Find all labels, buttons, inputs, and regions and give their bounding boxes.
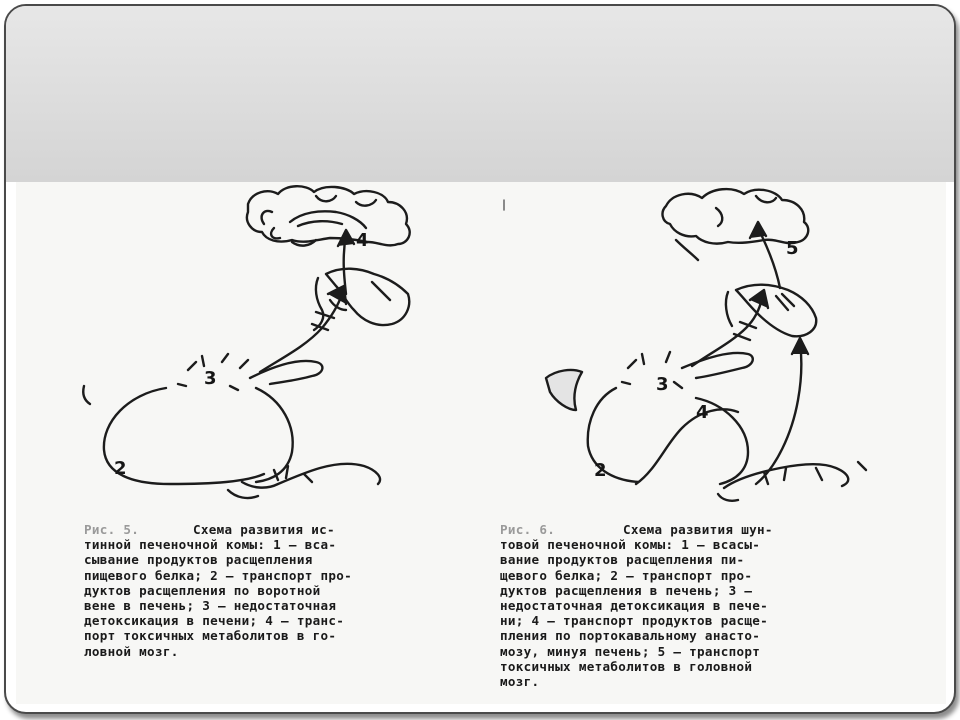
right-label-4: 4 (696, 402, 709, 423)
right-figure-caption (500, 522, 920, 689)
right-shunt-arrow (756, 338, 808, 484)
caption-line: вене в печень; 3 — недостаточная (84, 598, 337, 614)
right-label-5: 5 (786, 238, 799, 259)
caption-line: вание продуктов расщепления пи- (500, 552, 745, 568)
slide-title-area (6, 6, 954, 182)
caption-line: мозг. (500, 674, 540, 690)
left-liver-illustration (178, 354, 322, 390)
left-label-4: 4 (356, 230, 369, 251)
left-label-3: 3 (204, 368, 217, 389)
right-label-2: 2 (594, 460, 607, 481)
scanned-figure (16, 182, 946, 704)
caption-line: товой печеночной комы: 1 — всасы- (500, 537, 761, 553)
caption-line: детоксикация в печени; 4 — транс- (84, 613, 345, 629)
right-circulation-loop (588, 388, 748, 484)
left-brain-illustration (247, 186, 410, 245)
caption-line: щевого белка; 2 — транспорт про- (500, 567, 753, 583)
caption-text: Схема развития шун- (622, 522, 773, 537)
figure-number: Рис. 5. (84, 522, 140, 537)
figure-number: Рис. 6. (500, 522, 556, 537)
caption-line: токсичных метаболитов в головной (500, 658, 753, 674)
caption-line: пищевого белка; 2 — транспорт про- (84, 567, 352, 583)
left-head-arrow (338, 230, 354, 294)
caption-line: недостаточная детоксикация в пече- (500, 598, 768, 614)
caption-line (84, 522, 456, 537)
caption-line: дуктов расщепления по воротной (84, 582, 321, 598)
caption-line: пления по портокавальному анасто- (500, 628, 761, 644)
right-intestine-illustration (718, 462, 866, 501)
caption-line: мозу, минуя печень; 5 — транспорт (500, 643, 761, 659)
right-stomach-illustration (726, 285, 816, 337)
caption-line: ни; 4 — транспорт продуктов расще- (500, 613, 768, 629)
caption-line: дуктов расщепления в печень; 3 — (500, 582, 753, 598)
left-intestine-illustration (228, 464, 380, 498)
left-figure-caption (84, 522, 456, 659)
slide (4, 4, 956, 714)
right-head-arrow (750, 222, 780, 288)
caption-line: тинной печеночной комы: 1 — вса- (84, 537, 337, 553)
left-label-2: 2 (114, 458, 127, 479)
caption-line (500, 522, 920, 537)
right-liver-illustration (546, 352, 753, 410)
caption-text: Схема развития ис- (192, 522, 335, 537)
caption-line: порт токсичных метаболитов в го- (84, 628, 337, 644)
right-label-3: 3 (656, 374, 669, 395)
caption-line: сывание продуктов расщепления (84, 552, 313, 568)
left-portal-vein-arrow (260, 286, 346, 372)
caption-line: ловной мозг. (84, 643, 179, 659)
